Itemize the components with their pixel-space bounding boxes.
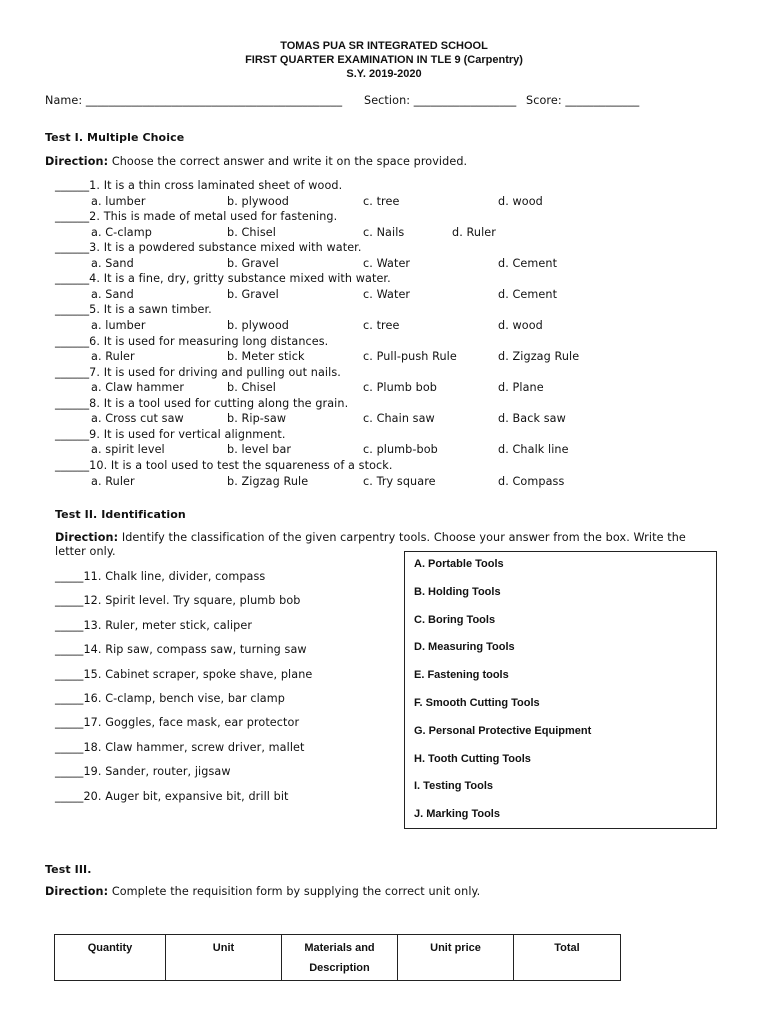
option-c: c. Water (363, 287, 411, 301)
option-b: b. Chisel (227, 381, 276, 395)
identification-item: _____14. Rip saw, compass saw, turning saw (55, 643, 307, 657)
test2-direction-line2: letter only. (55, 545, 116, 558)
exam-title: FIRST QUARTER EXAMINATION IN TLE 9 (Carpentry) (245, 54, 523, 66)
option-b: b. plywood (227, 319, 289, 332)
question-2: ______2. This is made of metal used for fastening. (55, 210, 338, 224)
option-a: a. Cross cut saw (91, 412, 184, 426)
choice-item: H. Tooth Cutting Tools (414, 752, 531, 765)
column-quantity: Quantity (55, 935, 166, 981)
choice-item: I. Testing Tools (414, 780, 494, 793)
test3-direction (45, 885, 480, 898)
option-b: b. plywood (227, 194, 289, 208)
test1-title: Test I. Multiple Choice (45, 131, 185, 144)
choice-item: D. Measuring Tools (414, 641, 515, 654)
question-4: ______4. It is a fine, dry, gritty substance mixed with water. (55, 272, 391, 286)
school-year: S.Y. 2019-2020 (346, 68, 422, 80)
option-d: d. wood (498, 319, 543, 332)
option-a: a. C-clamp (91, 225, 152, 239)
identification-item: _____17. Goggles, face mask, ear protector (55, 716, 300, 730)
option-a: a. spirit level (91, 443, 165, 457)
option-b: b. Gravel (227, 287, 279, 301)
test1-direction (45, 155, 467, 168)
option-d: d. Ruler (452, 225, 496, 239)
choice-item: B. Holding Tools (414, 585, 501, 598)
requisition-form-table (54, 934, 621, 981)
option-c: c. Chain saw (363, 412, 435, 426)
option-d: d. Back saw (498, 412, 566, 426)
question-9: ______9. It is used for vertical alignment. (55, 427, 286, 441)
option-c: c. Nails (363, 225, 405, 239)
option-a: a. Sand (91, 287, 134, 301)
option-c: c. tree (363, 194, 400, 208)
column-materials: Materials and Description (282, 935, 398, 981)
direction-label: Direction: (45, 885, 109, 898)
option-a: a. lumber (91, 194, 146, 208)
option-c: c. Try square (363, 474, 436, 488)
option-c: c. Water (363, 256, 411, 270)
option-c: c. tree (363, 319, 400, 332)
option-d: d. wood (498, 194, 543, 208)
test2-title: Test II. Identification (55, 508, 186, 521)
identification-item: _____11. Chalk line, divider, compass (55, 570, 266, 583)
question-10: ______10. It is a tool used to test the squareness of a stock. (55, 458, 393, 472)
identification-item: _____19. Sander, router, jigsaw (55, 765, 231, 779)
option-a: a. Ruler (91, 474, 135, 488)
choice-item: C. Boring Tools (414, 613, 496, 626)
option-a: a. Sand (91, 256, 134, 270)
option-d: d. Chalk line (498, 443, 569, 457)
question-8: ______8. It is a tool used for cutting along the grain. (55, 396, 349, 410)
option-d: d. Compass (498, 474, 565, 488)
question-5: ______5. It is a sawn timber. (55, 303, 212, 317)
option-a: a. lumber (91, 319, 146, 332)
option-d: d. Zigzag Rule (498, 350, 580, 364)
identification-item: _____12. Spirit level. Try square, plumb bob (55, 594, 301, 608)
choice-item: G. Personal Protective Equipment (414, 724, 592, 737)
direction-label: Direction: (45, 155, 109, 168)
choice-item: J. Marking Tools (414, 808, 500, 821)
question-3: ______3. It is a powdered substance mixed with water. (55, 241, 362, 255)
identification-item: _____18. Claw hammer, screw driver, mallet (55, 740, 305, 754)
option-b: b. level bar (227, 443, 292, 457)
test2-direction-line1 (55, 531, 686, 544)
identification-item: _____13. Ruler, meter stick, caliper (55, 618, 253, 632)
choice-item: E. Fastening tools (414, 669, 509, 682)
identification-item: _____15. Cabinet scraper, spoke shave, plane (55, 667, 313, 681)
option-c: c. Pull-push Rule (363, 350, 457, 364)
option-d: d. Cement (498, 256, 558, 270)
direction-text: Identify the classification of the given carpentry tools. Choose your answer from the box. Write the (118, 531, 686, 544)
option-a: a. Ruler (91, 350, 135, 364)
option-d: d. Cement (498, 287, 558, 301)
test3-title: Test III. (45, 863, 92, 876)
school-name: TOMAS PUA SR INTEGRATED SCHOOL (280, 40, 488, 52)
answer-choices-box (404, 551, 717, 829)
question-7: ______7. It is used for driving and pulling out nails. (55, 365, 341, 379)
option-b: b. Rip-saw (227, 412, 287, 426)
option-b: b. Meter stick (227, 350, 305, 364)
column-unit-price: Unit price (398, 935, 514, 981)
option-d: d. Plane (498, 381, 544, 395)
column-total: Total (514, 935, 621, 981)
option-a: a. Claw hammer (91, 381, 185, 395)
question-1: ______1. It is a thin cross laminated sheet of wood. (55, 179, 343, 192)
choice-item: F. Smooth Cutting Tools (414, 697, 540, 709)
identification-item: _____16. C-clamp, bench vise, bar clamp (55, 692, 285, 705)
option-b: b. Zigzag Rule (227, 474, 309, 488)
direction-text: Choose the correct answer and write it on the space provided. (108, 155, 468, 168)
score-field: Score: _____________ (526, 94, 640, 107)
option-c: c. Plumb bob (363, 381, 438, 395)
option-c: c. plumb-bob (363, 443, 438, 457)
identification-item: _____20. Auger bit, expansive bit, drill bit (55, 789, 289, 803)
name-field: Name: _____________________________________________ (45, 94, 343, 107)
question-6: ______6. It is used for measuring long distances. (55, 334, 329, 348)
column-unit: Unit (166, 935, 282, 981)
direction-text: Complete the requisition form by supplying the correct unit only. (108, 885, 481, 898)
section-field: Section: __________________ (364, 94, 517, 107)
direction-label: Direction: (55, 531, 119, 544)
option-b: b. Chisel (227, 225, 276, 239)
option-b: b. Gravel (227, 256, 279, 270)
choice-item: A. Portable Tools (414, 558, 504, 570)
